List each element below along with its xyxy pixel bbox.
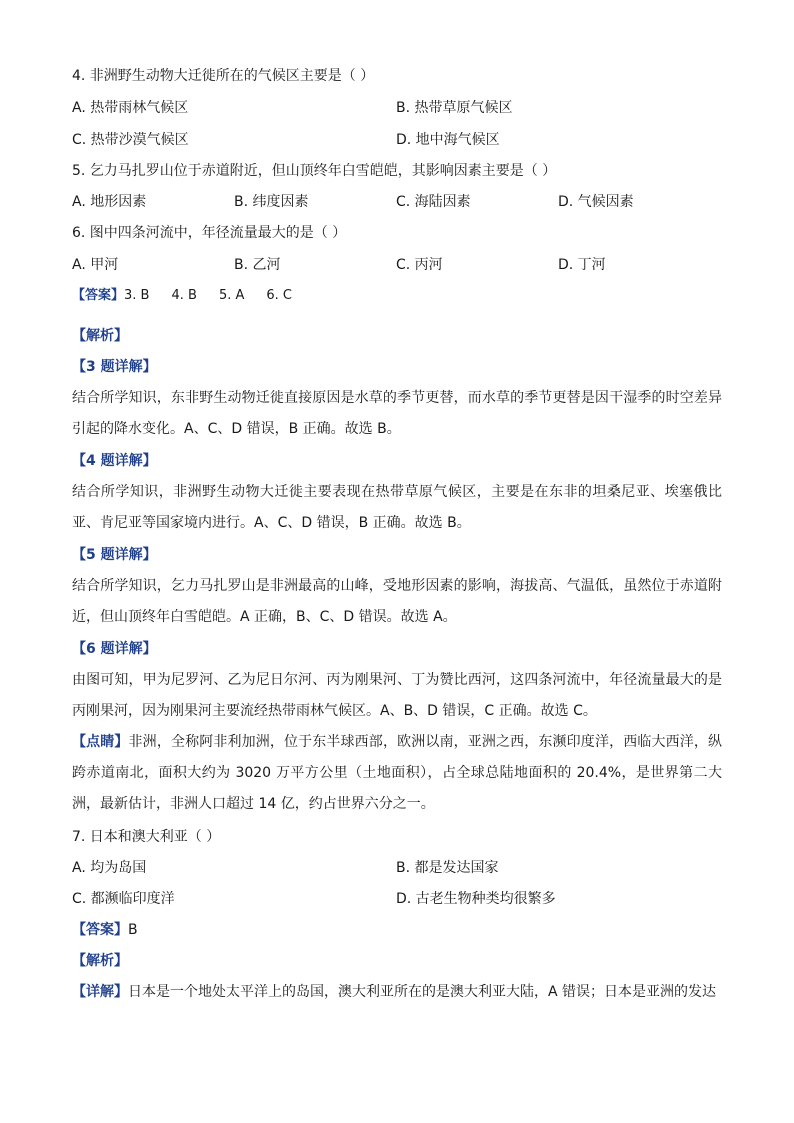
q7-detail-paragraph bbox=[72, 977, 722, 1008]
q4-stem: 4. 非洲野生动物大迁徙所在的气候区主要是（ ） bbox=[72, 68, 375, 84]
q4-option-d: D. 地中海气候区 bbox=[396, 132, 500, 148]
q6-option-d: D. 丁河 bbox=[558, 257, 606, 273]
q7-answer-value: B bbox=[128, 922, 138, 938]
comment-tag: 【点睛】 bbox=[72, 734, 129, 750]
comment-text: 非洲，全称阿非利加洲，位于东半球西部，欧洲以南，亚洲之西，东濒印度洋，西临大西洋，纵跨赤道南北，面积大约为 3020 万平方公里（土地面积），占全球总陆地面积的 20.4%，是世界第二大洲，最新估计，非洲人口超过 14 亿，约占世界六分之一。 bbox=[72, 734, 723, 812]
q6-stem: 6. 图中四条河流中，年径流量最大的是（ ） bbox=[72, 225, 347, 241]
detail-4-heading bbox=[72, 451, 722, 471]
detail-3-heading bbox=[72, 357, 722, 377]
detail-3-text: 结合所学知识，东非野生动物迁徙直接原因是水草的季节更替，而水草的季节更替是因干湿季的时空差异引起的降水变化。A、C、D 错误，B 正确。故选 B。 bbox=[72, 390, 722, 437]
q7-answer-line bbox=[72, 920, 722, 940]
q7-analysis-tag: 【解析】 bbox=[72, 953, 128, 969]
q6-option-c: C. 丙河 bbox=[396, 257, 443, 273]
detail-4-text: 结合所学知识，非洲野生动物大迁徙主要表现在热带草原气候区，主要是在东非的坦桑尼亚、埃塞俄比亚、肯尼亚等国家境内进行。A、C、D 错误，B 正确。故选 B。 bbox=[72, 484, 722, 531]
detail-5-heading bbox=[72, 545, 722, 565]
detail-4-tag: 【4 题详解】 bbox=[72, 453, 157, 469]
detail-6-tag: 【6 题详解】 bbox=[72, 641, 157, 657]
q4-option-b: B. 热带草原气候区 bbox=[396, 100, 513, 116]
detail-5-tag: 【5 题详解】 bbox=[72, 547, 157, 563]
q7-detail-text: 日本是一个地处太平洋上的岛国，澳大利亚所在的是澳大利亚大陆，A 错误；日本是亚洲的发达 bbox=[128, 984, 717, 1000]
q7-option-a: A. 均为岛国 bbox=[72, 860, 147, 876]
q5-option-d: D. 气候因素 bbox=[558, 194, 634, 210]
answer-4: 4. B bbox=[171, 288, 197, 303]
q7-detail-tag: 【详解】 bbox=[72, 984, 128, 1000]
q7-stem: 7. 日本和澳大利亚（ ） bbox=[72, 829, 221, 845]
q7-option-d: D. 古老生物种类均很繁多 bbox=[396, 891, 556, 907]
answer-6: 6. C bbox=[266, 288, 293, 303]
q5-stem: 5. 乞力马扎罗山位于赤道附近，但山顶终年白雪皑皑，其影响因素主要是（ ） bbox=[72, 163, 557, 179]
answer-3: 3. B bbox=[124, 288, 150, 303]
answer-line bbox=[72, 286, 722, 306]
answer-5: 5. A bbox=[218, 288, 245, 303]
q7-option-b: B. 都是发达国家 bbox=[396, 860, 499, 876]
q6-option-a: A. 甲河 bbox=[72, 257, 119, 273]
q5-option-a: A. 地形因素 bbox=[72, 194, 147, 210]
analysis-heading bbox=[72, 326, 722, 346]
q4-option-a: A. 热带雨林气候区 bbox=[72, 100, 189, 116]
answer-tag: 【答案】 bbox=[72, 288, 125, 303]
detail-3-tag: 【3 题详解】 bbox=[72, 359, 157, 375]
detail-6-text: 由图可知，甲为尼罗河、乙为尼日尔河、丙为刚果河、丁为赞比西河，这四条河流中，年径流量最大的是丙刚果河，因为刚果河主要流经热带雨林气候区。A、B、D 错误，C 正确。故选 C。 bbox=[72, 672, 722, 719]
q5-option-c: C. 海陆因素 bbox=[396, 194, 471, 210]
q7-analysis-heading bbox=[72, 951, 722, 971]
q7-option-c: C. 都濒临印度洋 bbox=[72, 891, 175, 907]
q5-option-b: B. 纬度因素 bbox=[234, 194, 309, 210]
comment-paragraph bbox=[72, 727, 722, 820]
q6-option-b: B. 乙河 bbox=[234, 257, 281, 273]
analysis-tag: 【解析】 bbox=[72, 328, 128, 344]
q4-option-c: C. 热带沙漠气候区 bbox=[72, 132, 189, 148]
detail-5-text: 结合所学知识，乞力马扎罗山是非洲最高的山峰，受地形因素的影响，海拔高、气温低，虽然位于赤道附近，但山顶终年白雪皑皑。A 正确，B、C、D 错误。故选 A。 bbox=[72, 578, 722, 625]
q7-answer-tag: 【答案】 bbox=[72, 922, 128, 938]
detail-6-heading bbox=[72, 639, 722, 659]
